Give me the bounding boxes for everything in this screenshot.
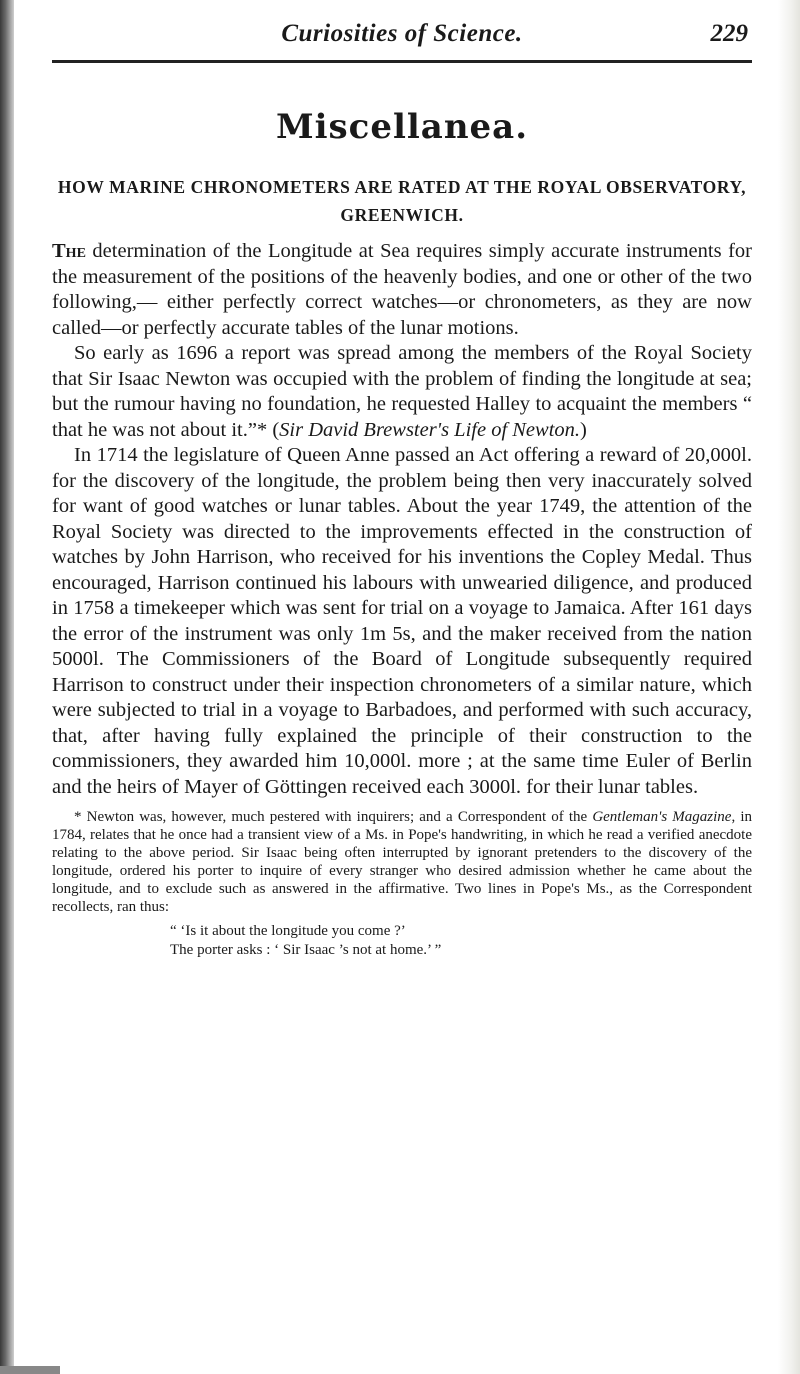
section-heading: Miscellanea. — [275, 107, 529, 147]
paragraph-2 — [52, 341, 752, 443]
footnote-before: * Newton was, however, much pestered with inquirers; and a Correspondent of the — [74, 809, 593, 825]
book-spine-shadow — [0, 0, 14, 1374]
page-number: 229 — [710, 20, 748, 47]
paragraph-lead-word: The — [52, 240, 86, 262]
paragraph-1-text: determination of the Longitude at Sea requires simply accurate instruments for the measurement of the positions of the heavenly bodies, and one or other of the two following,— either perfectly correct watches—or chronometers, as they are now called—or perfectly accurate tables of the lunar motions. — [52, 240, 752, 339]
article-body — [52, 239, 752, 800]
paragraph-3-text: In 1714 the legislature of Queen Anne passed an Act offering a reward of 20,000l. for the discovery of the longitude, the problem being then very inaccurately solved for want of good watches or lunar tables. About the year 1749, the attention of the Royal Society was directed to the improvements effected in the construction of watches by John Harrison, who received for his inventions the Copley Medal. Thus encouraged, Harrison continued his labours with unwearied diligence, and produced in 1758 a timekeeper which was sent for trial on a voyage to Jamaica. After 161 days the error of the instrument was only 1m 5s, and the maker received from the nation 5000l. The Commissioners of the Board of Longitude subsequently required Harrison to construct under their inspection chronometers of a similar nature, which were subjected to trial in a voyage to Barbadoes, and performed with such accuracy, that, after having fully explained the principle of their construction to the commissioners, they awarded him 10,000l. more ; at the same time Euler of Berlin and the heirs of Mayer of Göttingen received each 3000l. for their lunar tables. — [52, 444, 752, 798]
paragraph-1 — [52, 239, 752, 341]
verse-line-2: The porter asks : ‘ Sir Isaac ’s not at home.’ ” — [170, 942, 442, 958]
citation: Sir David Brewster's Life of Newton. — [279, 418, 581, 441]
paragraph-3 — [52, 443, 752, 800]
running-title: Curiosities of Science. — [281, 20, 523, 47]
verse-line-1: “ ‘Is it about the longitude you come ?’ — [170, 923, 406, 939]
citation-close: ) — [580, 418, 587, 441]
scan-bottom-mark — [0, 1366, 60, 1374]
running-header — [52, 0, 752, 63]
footnote-text — [52, 808, 752, 916]
book-page — [52, 0, 752, 960]
page-edge — [778, 0, 800, 1374]
footnote-magazine: Gentleman's Magazine — [592, 809, 732, 825]
verse-quote — [170, 922, 752, 960]
footnote-after: , in 1784, relates that he once had a transient view of a Ms. in Pope's handwriting, in which he read a verified anecdote relating to the above period. Sir Isaac being often interrupted by ignorant pretenders to the discovery of the longitude, ordered his porter to inquire of every stranger who desired admission whether he came about the longitude, and to exclude such as answered in the affirmative. Two lines in Pope's Ms., as the Correspondent recollects, ran thus: — [52, 809, 752, 915]
article-title: HOW MARINE CHRONOMETERS ARE RATED AT THE ROYAL OBSERVATORY, GREENWICH. — [57, 177, 747, 225]
paragraph-2-text: So early as 1696 a report was spread among the members of the Royal Society that Sir Isaac Newton was occupied with the problem of finding the longitude at sea; but the rumour having no foundation, he requested Halley to acquaint the members “ that he was not about it.”* ( — [52, 342, 752, 441]
footnote — [52, 808, 752, 916]
